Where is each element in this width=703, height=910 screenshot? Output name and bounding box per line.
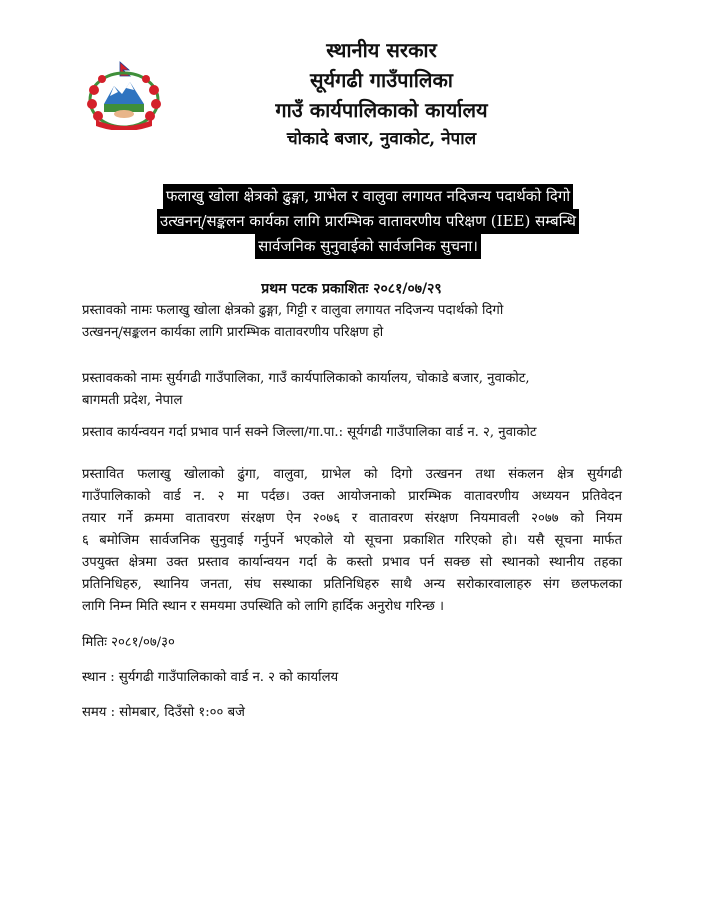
notice-title-line-3: सार्वजनिक सुनुवाईको सार्वजनिक सुचना। bbox=[255, 234, 481, 259]
hearing-venue-text: स्थान : सुर्यगढी गाउँपालिकाको वार्ड न. २ को कार्यालय bbox=[82, 670, 339, 685]
proponent-name bbox=[82, 368, 622, 412]
proposal-name bbox=[82, 300, 622, 344]
affected-area-text: प्रस्ताव कार्यन्वयन गर्दा प्रभाव पार्न सक्ने जिल्ला/गा.पा.: सूर्यगढी गाउँपालिका वार्ड न. २, नुवाकोट bbox=[82, 425, 537, 440]
hearing-time-text: समय : सोमबार, दिउँसो १:०० बजे bbox=[82, 705, 245, 720]
header-line-municipality: सूर्यगढी गाउँपालिका bbox=[309, 68, 453, 92]
notice-title-line-1: फलाखु खोला क्षेत्रको ढुङ्गा, ग्राभेल र वालुवा लगायत नदिजन्य पदार्थको दिगो bbox=[163, 184, 573, 209]
body-line: प्रस्तावित फलाखु खोलाको ढुंगा, वालुवा, ग्राभेल को दिगो उत्खनन तथा संकलन क्षेत्र सुर्यगढी bbox=[82, 467, 622, 482]
hearing-time bbox=[82, 702, 622, 724]
proposal-name-line-1: प्रस्तावको नामः फलाखु खोला क्षेत्रको ढुङ्गा, गिट्टी र वालुवा लगायत नदिजन्य पदार्थको दिगो bbox=[82, 303, 504, 318]
header-line-address: चोकादे बजार, नुवाकोट, नेपाल bbox=[286, 129, 477, 149]
affected-area bbox=[82, 422, 622, 444]
body-line: उपयुक्त क्षेत्रमा उक्त प्रस्ताव कार्यान्वयन गर्दा के कस्तो प्रभाव पर्न सक्छ सो स्थानको स्थानीय तहका bbox=[82, 555, 622, 570]
hearing-date-text: मितिः २०८१/०७/३० bbox=[82, 635, 175, 650]
proponent-line-1: प्रस्तावकको नामः सुर्यगढी गाउँपालिका, गाउँ कार्यपालिकाको कार्यालय, चोकाडे बजार, नुवाकोट, bbox=[82, 371, 530, 386]
body-line: प्रतिनिधिहरु, स्थानिय जनता, संघ सस्थाका प्रतिनिधिहरु साथै अन्य सरोकारवालाहरु संग छलफलका bbox=[82, 577, 622, 592]
body-line: गाउँपालिकाको वार्ड न. २ मा पर्दछ। उक्त आयोजनाको प्रारम्भिक वातावरणीय अध्ययन प्रतिवेदन bbox=[82, 489, 622, 504]
body-line: तयार गर्ने क्रममा वातावरण संरक्षण ऐन २०७६ र वातावरण संरक्षण नियमावली २०७७ को नियम bbox=[82, 511, 622, 526]
hearing-date bbox=[82, 632, 622, 654]
hearing-venue bbox=[82, 667, 622, 689]
first-publication-date: प्रथम पटक प्रकाशितः २०८१/०७/२९ bbox=[261, 281, 442, 297]
proponent-line-2: बागमती प्रदेश, नेपाल bbox=[82, 393, 183, 408]
body-paragraph bbox=[82, 464, 622, 618]
body-line: लागि निम्न मिति स्थान र समयमा उपस्थिति को लागि हार्दिक अनुरोध गरिन्छ । bbox=[82, 599, 445, 614]
header-line-local-government: स्थानीय सरकार bbox=[326, 38, 437, 62]
proposal-name-line-2: उत्खनन्/सङ्कलन कार्यका लागि प्रारम्भिक वातावरणीय परिक्षण हो bbox=[82, 325, 384, 340]
body-line: ६ बमोजिम सार्वजनिक सुनुवाई गर्नुपर्ने भएकोले यो सूचना प्रकाशित गरिएको हो। यसै सूचना मार्फत bbox=[82, 533, 622, 548]
header-line-office: गाउँ कार्यपालिकाको कार्यालय bbox=[275, 98, 488, 122]
notice-title-line-2: उत्खनन्/सङ्कलन कार्यका लागि प्रारम्भिक वातावरणीय परिक्षण (IEE) सम्बन्धि bbox=[157, 209, 579, 234]
notice-title bbox=[112, 184, 624, 259]
